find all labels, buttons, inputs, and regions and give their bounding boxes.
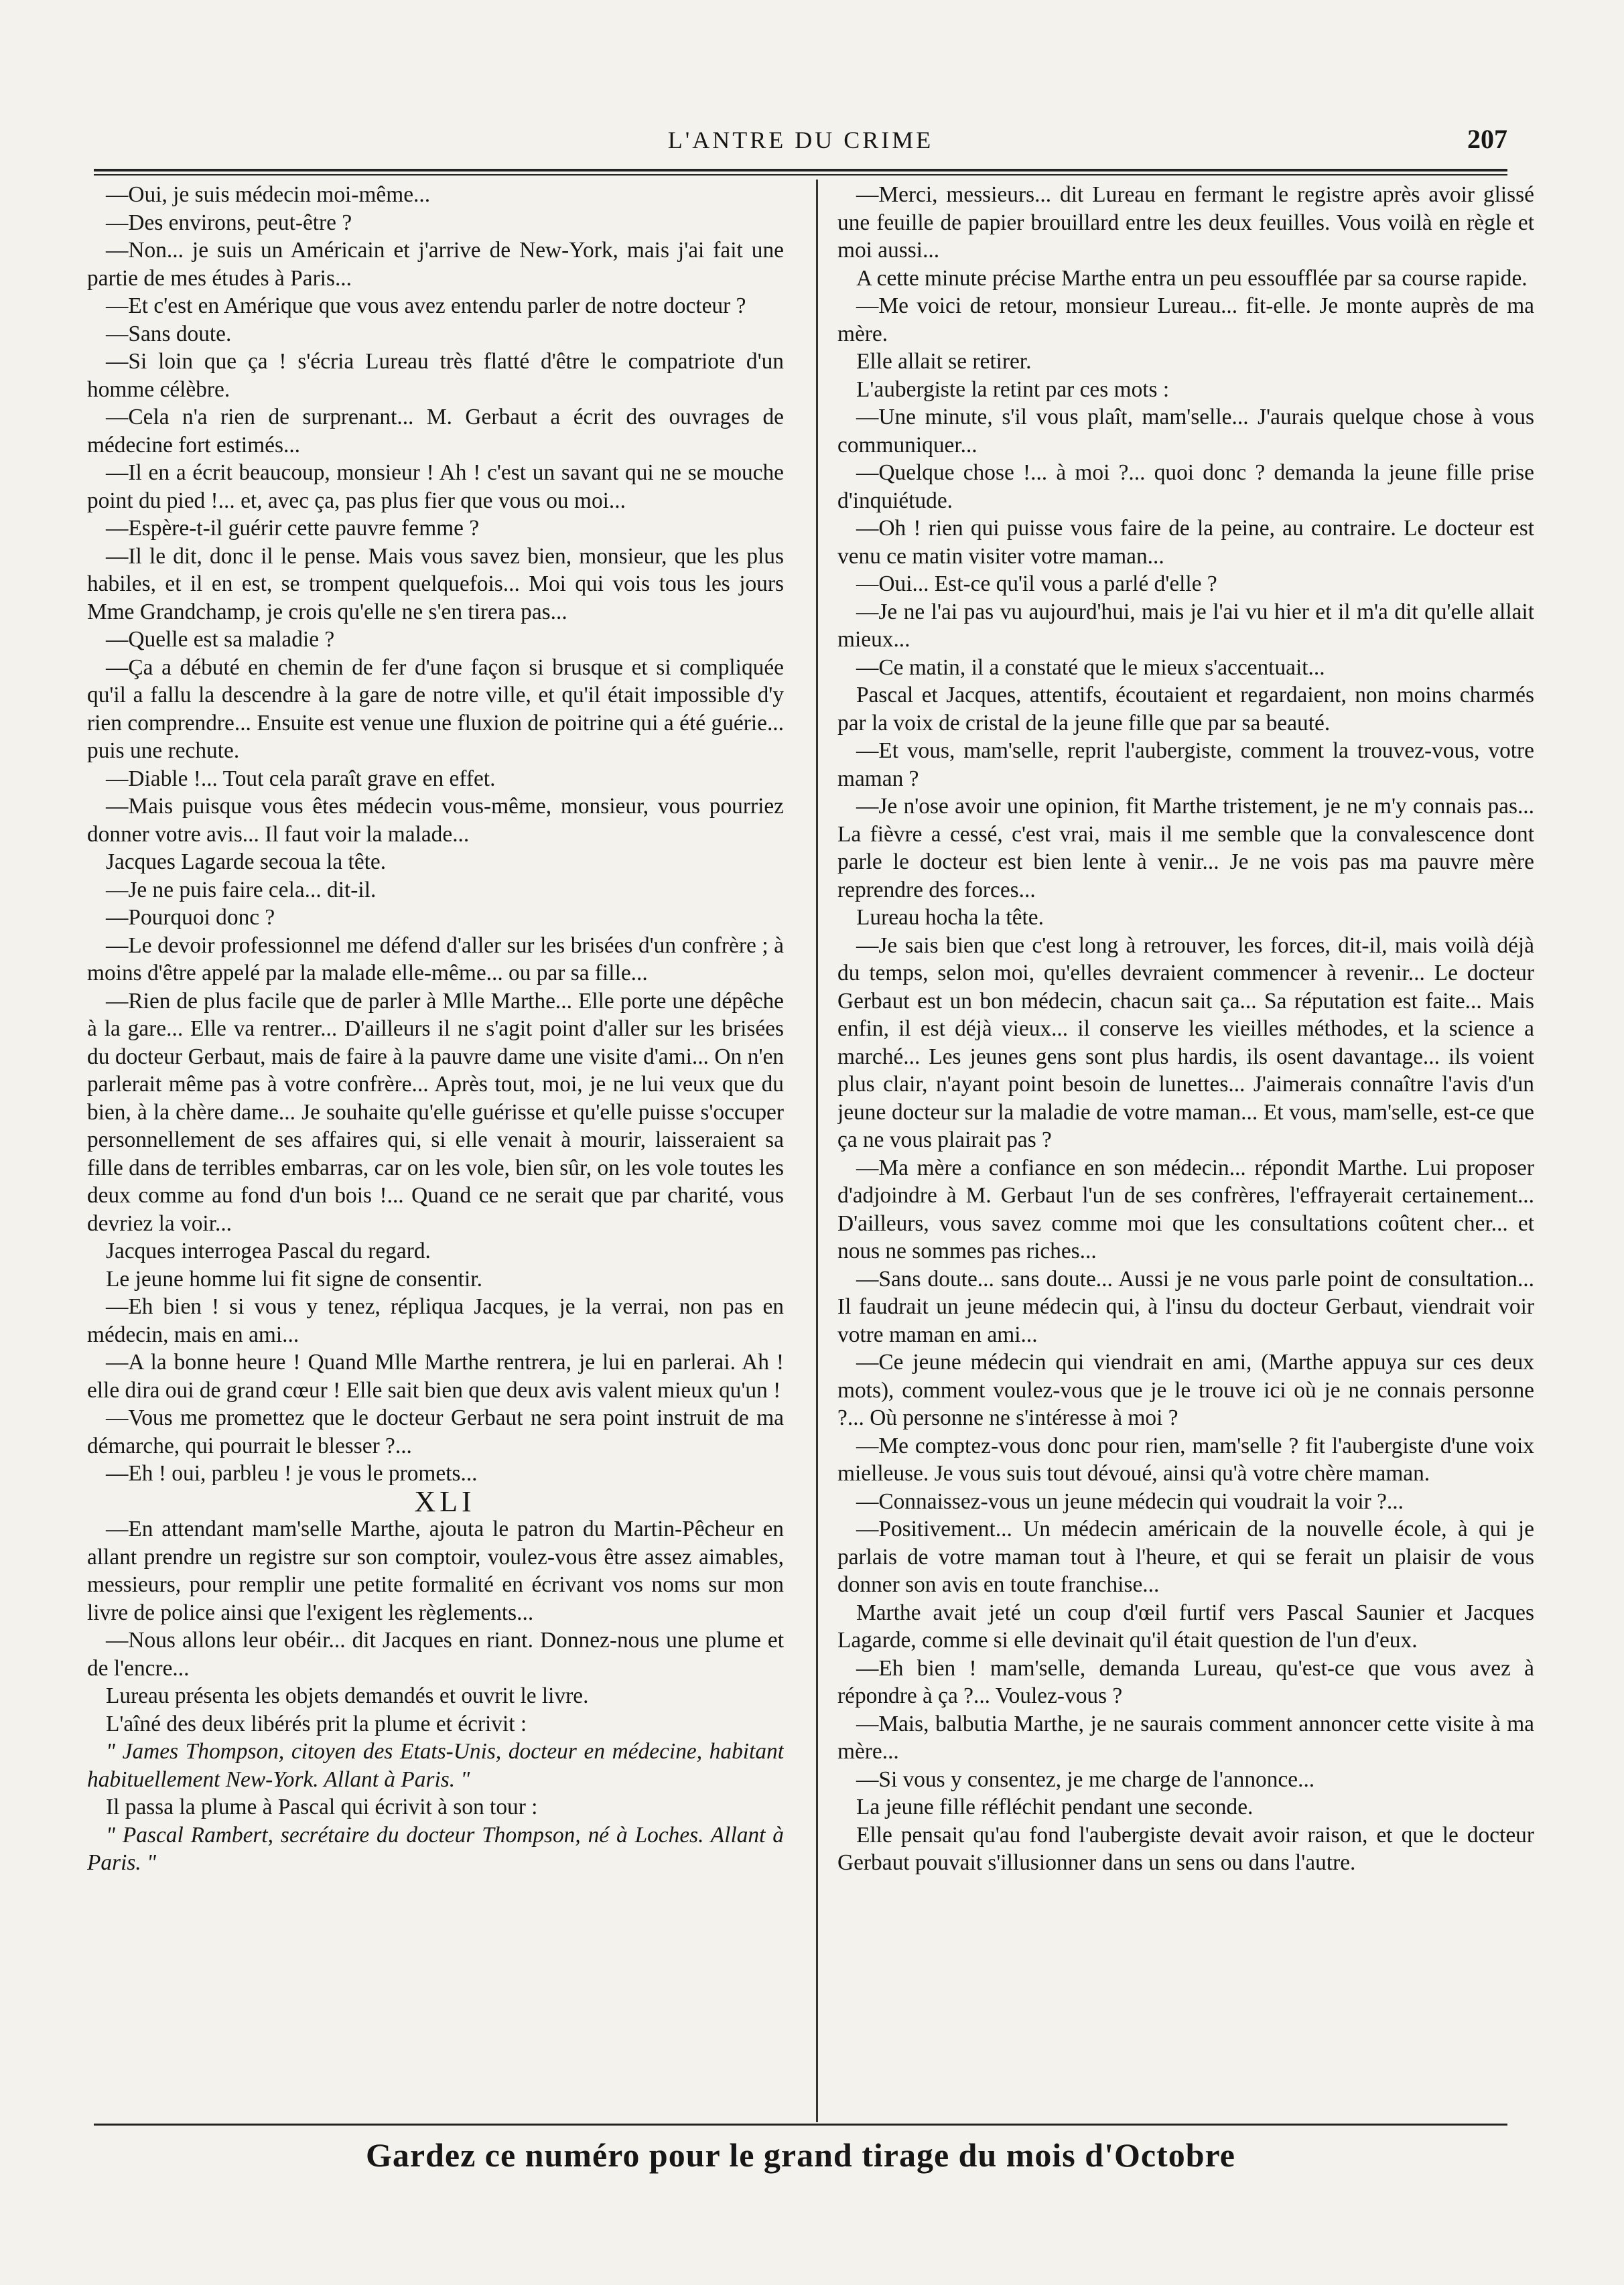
- paragraph: Jacques Lagarde secoua la tête.: [106, 849, 387, 874]
- paragraph: Marthe avait jeté un coup d'œil furtif vers Pascal Saunier et Jacques Lagarde, comme si elle devinait qu'il était question de l'un d'eux.: [837, 1600, 1534, 1653]
- paragraph: —Mais puisque vous êtes médecin vous-même, monsieur, vous pourriez donner votre avis... Il faut voir la malade...: [87, 794, 784, 847]
- paragraph: " James Thompson, citoyen des Etats-Unis, docteur en médecine, habitant habituellement New-York. Allant à Paris. ": [87, 1739, 784, 1792]
- paragraph: —Me comptez-vous donc pour rien, mam'selle ? fit l'aubergiste d'une voix mielleuse. Je vous suis tout dévoué, ainsi qu'à votre chère maman.: [837, 1433, 1534, 1486]
- paragraph: —Oui, je suis médecin moi-même...: [106, 182, 431, 207]
- paragraph: —Il en a écrit beaucoup, monsieur ! Ah ! c'est un savant qui ne se mouche point du pied !... et, avec ça, pas plus fier que vous ou moi...: [87, 460, 784, 513]
- paragraph: —Eh bien ! mam'selle, demanda Lureau, qu'est-ce que vous avez à répondre à ça ?... Voulez-vous ?: [837, 1655, 1534, 1708]
- paragraph: —Sans doute... sans doute... Aussi je ne vous parle point de consultation... Il faudrait un jeune médecin qui, à l'insu du docteur Gerbaut, viendrait voir votre maman en ami...: [837, 1266, 1534, 1347]
- paragraph: —Rien de plus facile que de parler à Mlle Marthe... Elle porte une dépêche à la gare... Elle va rentrer... D'ailleurs il ne s'agit point d'aller sur les brisées du docteur Gerbaut, mais de faire à la pauvre dame une visite d'ami... On n'en parlerait même pas à votre confrère... Après tout, moi, je ne lui veux que du bien, à la chère dame... Je souhaite qu'elle guérisse et qu'elle puisse s'occuper personnellement de ses affaires qui, si elle venait à mourir, laisseraient sa fille dans de terribles embarras, car on les vole, bien sûr, on les vole toutes les deux comme au fond d'un bois !... Quand ce ne serait que par charité, vous devriez la voir...: [87, 988, 784, 1236]
- paragraph: —Eh ! oui, parbleu ! je vous le promets...: [106, 1461, 478, 1486]
- page-header: [94, 121, 1507, 161]
- paragraph: —Sans doute.: [106, 321, 232, 346]
- paragraph: L'aîné des deux libérés prit la plume et écrivit :: [106, 1711, 527, 1736]
- paragraph: Elle allait se retirer.: [856, 349, 1032, 374]
- paragraph: —Oh ! rien qui puisse vous faire de la peine, au contraire. Le docteur est venu ce matin visiter votre maman...: [837, 516, 1534, 569]
- paragraph: —A la bonne heure ! Quand Mlle Marthe rentrera, je lui en parlerai. Ah ! elle dira oui de grand cœur ! Elle sait bien que deux avis valent mieux qu'un !: [87, 1350, 784, 1403]
- column-divider: [816, 180, 818, 2122]
- running-title: L'ANTRE DU CRIME: [667, 127, 934, 153]
- paragraph: —Ce matin, il a constaté que le mieux s'accentuait...: [856, 654, 1325, 680]
- right-column: [837, 181, 1534, 2117]
- paragraph: —Quelque chose !... à moi ?... quoi donc ? demanda la jeune fille prise d'inquiétude.: [837, 460, 1534, 513]
- paragraph: —Je ne puis faire cela... dit-il.: [106, 877, 377, 902]
- page-number: 207: [1467, 124, 1507, 154]
- paragraph: La jeune fille réfléchit pendant une seconde.: [856, 1795, 1254, 1819]
- header-rule-thin: [94, 174, 1507, 176]
- paragraph: —En attendant mam'selle Marthe, ajouta le patron du Martin-Pêcheur en allant prendre un registre sur son comptoir, voulez-vous être assez aimables, messieurs, pour remplir une petite formalité en écrivant vos noms sur mon livre de police ainsi que l'exigent les règlements...: [87, 1517, 784, 1625]
- paragraph: —Cela n'a rien de surprenant... M. Gerbaut a écrit des ouvrages de médecine fort estimés...: [87, 405, 784, 458]
- paragraph: —Je sais bien que c'est long à retrouver, les forces, dit-il, mais voilà déjà du temps, selon moi, qu'elles devraient commencer à revenir... Le docteur Gerbaut est un bon médecin, chacun sait ça... Sa réputation est faite... Mais enfin, il est déjà vieux... il conserve les vieilles méthodes, et la science a marché... Les jeunes gens sont plus hardis, ils osent davantage... ils voient plus clair, n'ayant point besoin de lunettes... J'aimerais connaître l'avis d'un jeune docteur sur la maladie de votre maman... Et vous, mam'selle, est-ce que ça ne vous plairait pas ?: [837, 932, 1534, 1152]
- paragraph: Pascal et Jacques, attentifs, écoutaient et regardaient, non moins charmés par la voix de cristal de la jeune fille que par sa beauté.: [837, 683, 1534, 736]
- paragraph: —Pourquoi donc ?: [106, 905, 275, 930]
- paragraph: Jacques interrogea Pascal du regard.: [106, 1239, 431, 1263]
- paragraph: Lureau présenta les objets demandés et ouvrit le livre.: [106, 1683, 589, 1708]
- footer-rule: [94, 2124, 1507, 2126]
- chapter-heading: XLI: [414, 1484, 476, 1518]
- paragraph: —Diable !... Tout cela paraît grave en effet.: [106, 766, 496, 791]
- paragraph: —Une minute, s'il vous plaît, mam'selle... J'aurais quelque chose à vous communiquer...: [837, 405, 1534, 458]
- paragraph: A cette minute précise Marthe entra un peu essoufflée par sa course rapide.: [856, 265, 1528, 291]
- paragraph: —Quelle est sa maladie ?: [106, 627, 335, 652]
- paragraph: Elle pensait qu'au fond l'aubergiste devait avoir raison, et que le docteur Gerbaut pouvait s'illusionner dans un sens ou dans l'autre.: [837, 1822, 1534, 1875]
- paragraph: —Connaissez-vous un jeune médecin qui voudrait la voir ?...: [856, 1488, 1404, 1514]
- paragraph: —Eh bien ! si vous y tenez, répliqua Jacques, je la verrai, non pas en médecin, mais en ami...: [87, 1294, 784, 1347]
- left-column: [87, 181, 784, 2117]
- paragraph: —Si vous y consentez, je me charge de l'annonce...: [856, 1767, 1315, 1792]
- paragraph: L'aubergiste la retint par ces mots :: [856, 376, 1170, 402]
- paragraph: —Ça a débuté en chemin de fer d'une façon si brusque et si compliquée qu'il a fallu la descendre à la gare de notre ville, et qu'il était impossible d'y rien comprendre... Ensuite est venue une fluxion de poitrine qui a été guérie... puis une rechute.: [87, 654, 784, 763]
- paragraph: —Je n'ose avoir une opinion, fit Marthe tristement, je ne m'y connais pas... La fièvre a cessé, c'est vrai, mais il me semble que la convalescence dont parle le docteur est bien lente à venir... Je ne vois pas ma pauvre mère reprendre des forces...: [837, 794, 1534, 902]
- paragraph: —Il le dit, donc il le pense. Mais vous savez bien, monsieur, que les plus habiles, et il en est, se trompent quelquefois... Moi qui vois tous les jours Mme Grandchamp, je crois qu'elle ne s'en tirera pas...: [87, 543, 784, 624]
- header-rule: [94, 169, 1507, 171]
- paragraph: —Et vous, mam'selle, reprit l'aubergiste, comment la trouvez-vous, votre maman ?: [837, 738, 1534, 791]
- paragraph: Le jeune homme lui fit signe de consentir.: [106, 1266, 482, 1292]
- paragraph: —Positivement... Un médecin américain de la nouvelle école, à qui je parlais de votre maman tout à l'heure, et qui se ferait un plaisir de vous donner son avis en toute franchise...: [837, 1517, 1534, 1597]
- paragraph: —Ma mère a confiance en son médecin... répondit Marthe. Lui proposer d'adjoindre à M. Gerbaut l'un de ses confrères, l'effrayerait certainement... D'ailleurs, vous savez comme moi que les consultations coûtent cher... et nous ne sommes pas riches...: [837, 1155, 1534, 1263]
- paragraph: " Pascal Rambert, secrétaire du docteur Thompson, né à Loches. Allant à Paris. ": [87, 1822, 784, 1875]
- paragraph: —Mais, balbutia Marthe, je ne saurais comment annoncer cette visite à ma mère...: [837, 1711, 1534, 1764]
- paragraph: —Me voici de retour, monsieur Lureau... fit-elle. Je monte auprès de ma mère.: [837, 293, 1534, 346]
- paragraph: —Des environs, peut-être ?: [106, 210, 352, 235]
- paragraph: —Vous me promettez que le docteur Gerbaut ne sera point instruit de ma démarche, qui pourrait le blesser ?...: [87, 1405, 784, 1458]
- footer-notice: Gardez ce numéro pour le grand tirage du mois d'Octobre: [366, 2136, 1235, 2174]
- paragraph: —Et c'est en Amérique que vous avez entendu parler de notre docteur ?: [106, 293, 746, 318]
- paragraph: Il passa la plume à Pascal qui écrivit à son tour :: [106, 1795, 538, 1819]
- paragraph: —Merci, messieurs... dit Lureau en fermant le registre après avoir glissé une feuille de papier brouillard entre les deux feuilles. Vous voilà en règle et moi aussi...: [837, 182, 1534, 263]
- paragraph: —Si loin que ça ! s'écria Lureau très flatté d'être le compatriote d'un homme célèbre.: [87, 349, 784, 402]
- paragraph: —Ce jeune médecin qui viendrait en ami, (Marthe appuya sur ces deux mots), comment voulez-vous que je le trouve ici où je ne connais personne ?... Où personne ne s'intéresse à moi ?: [837, 1350, 1534, 1430]
- paragraph: Lureau hocha la tête.: [856, 905, 1044, 930]
- paragraph: —Espère-t-il guérir cette pauvre femme ?: [106, 516, 480, 541]
- paragraph: —Le devoir professionnel me défend d'aller sur les brisées d'un confrère ; à moins d'être appelé par la malade elle-même... ou par sa fille...: [87, 932, 784, 985]
- paragraph: —Non... je suis un Américain et j'arrive de New-York, mais j'ai fait une partie de mes études à Paris...: [87, 238, 784, 291]
- paragraph: —Oui... Est-ce qu'il vous a parlé d'elle ?: [856, 571, 1217, 596]
- paragraph: —Je ne l'ai pas vu aujourd'hui, mais je l'ai vu hier et il m'a dit qu'elle allait mieux...: [837, 599, 1534, 652]
- paragraph: —Nous allons leur obéir... dit Jacques en riant. Donnez-nous une plume et de l'encre...: [87, 1628, 784, 1681]
